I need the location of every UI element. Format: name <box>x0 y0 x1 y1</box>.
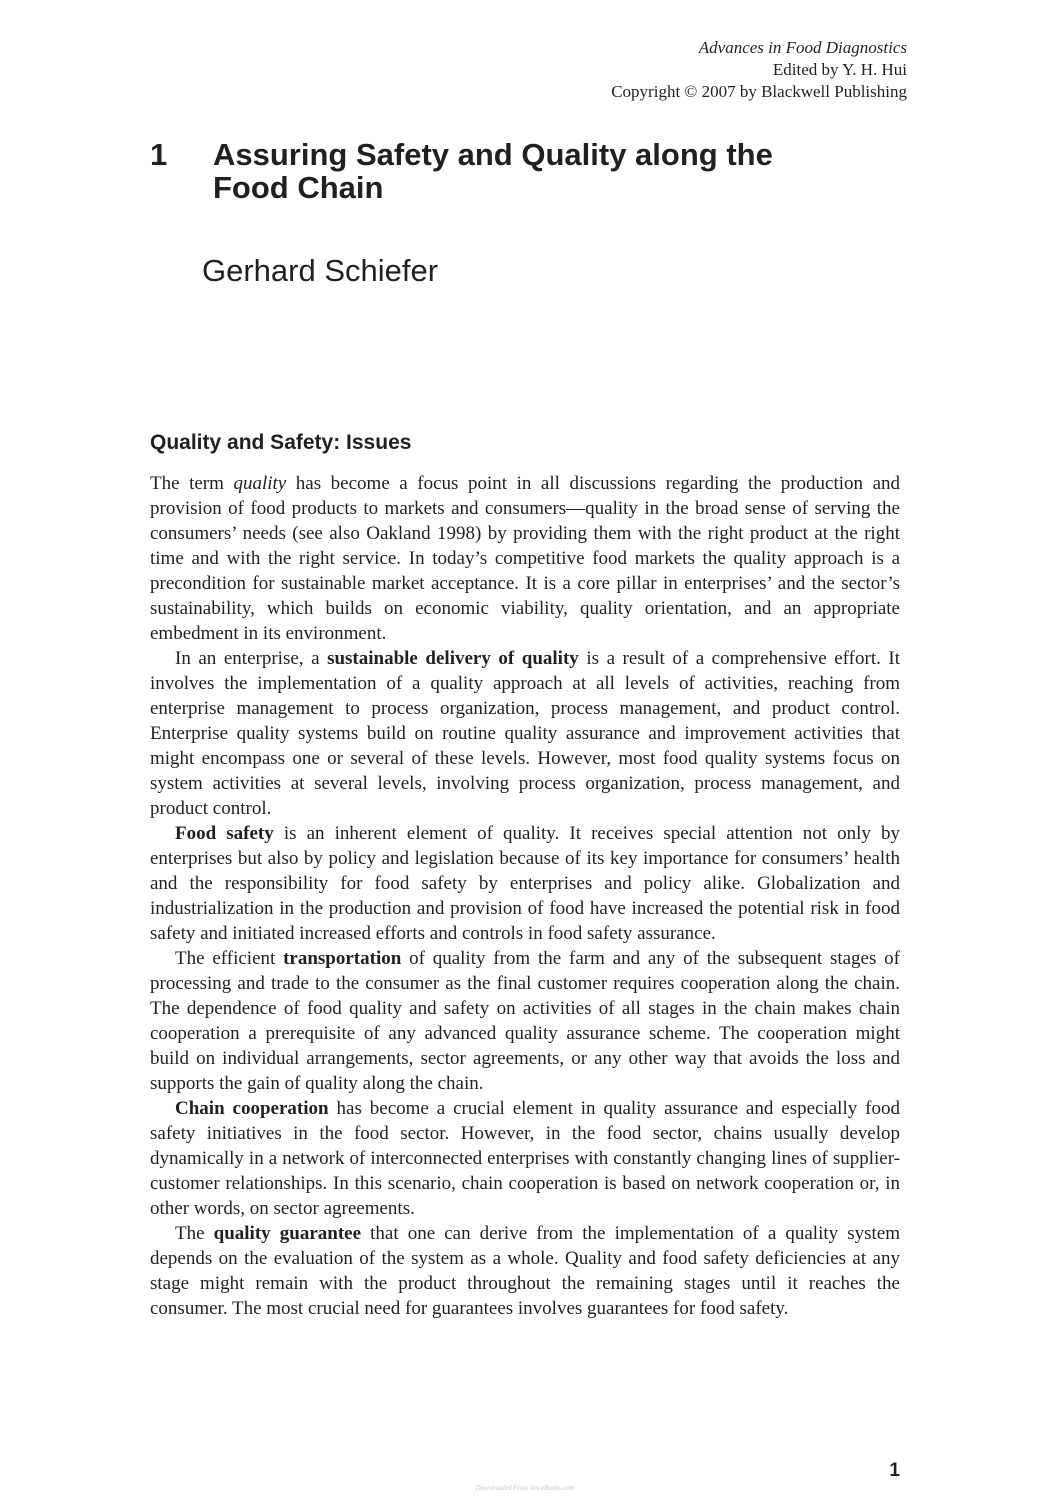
emphasis: quality <box>233 473 287 494</box>
paragraph: Food safety is an inherent element of quality. It receives special attention not only by enterprises but also by policy and legislation because of its key importance for consumers’ health and the responsibility for food safety by enterprises and policy alike. Globalization and industrialization in the production and provision of food have increased the potential risk in food safety and initiated increased efforts and controls in food safety assurance. <box>150 823 900 944</box>
key-term: Food safety <box>175 823 274 844</box>
editor-line: Edited by Y. H. Hui <box>772 60 907 79</box>
section-heading: Quality and Safety: Issues <box>150 431 412 454</box>
chapter-title: Assuring Safety and Quality along the Food Chain <box>213 137 773 205</box>
paragraph: The quality guarantee that one can derive from the implementation of a quality system depends on the evaluation of the system as a whole. Quality and food safety deficiencies at any stage might remain with the product throughout the remaining stages until it reaches the consumer. The most crucial need for guarantees involves guarantees for food safety. <box>150 1223 901 1319</box>
book-title: Advances in Food Diagnostics <box>698 38 907 57</box>
paragraph: Chain cooperation has become a crucial element in quality assurance and especially food safety initiatives in the food sector. However, in the food sector, chains usually develop dynamically in a network of interconnected enterprises with constantly changing lines of supplier-customer relationships. In this scenario, chain cooperation is based on network cooperation or, in other words, on sector agreements. <box>150 1098 900 1219</box>
paragraph: The efficient transportation of quality from the farm and any of the subsequent stages of processing and trade to the consumer as the final customer requires cooperation along the chain. The dependence of food quality and safety on activities of all stages in the chain makes chain cooperation a prerequisite of any advanced quality assurance scheme. The cooperation might build on individual arrangements, sector agreements, or any other way that avoids the loss and supports the gain of quality along the chain. <box>150 948 900 1094</box>
body-text <box>150 471 900 1321</box>
key-term: quality guarantee <box>213 1223 362 1244</box>
download-watermark: Downloaded From Vet-eBooks.com <box>475 1484 575 1492</box>
key-term: sustainable delivery of quality <box>327 648 579 669</box>
chapter-heading <box>150 138 833 204</box>
paragraph: In an enterprise, a sustainable delivery of quality is a result of a comprehensive effort. It involves the implementation of a quality approach at all levels of activities, reaching from enterprise management to process organization, process management, and product control. Enterprise quality systems build on routine quality assurance and improvement activities that might encompass one or several of these levels. However, most food quality systems focus on system activities at several levels, involving process organization, process management, and product control. <box>150 648 901 819</box>
paragraph: The term quality has become a focus point in all discussions regarding the production and provision of food products to markets and consumers—quality in the broad sense of serving the consumers’ needs (see also Oakland 1998) by providing them with the right product at the right time and with the right service. In today’s competitive food markets the quality approach is a precondition for sustainable market acceptance. It is a core pillar in enterprises’ and the sector’s sustainability, which builds on economic viability, quality orientation, and an appropriate embedment in its environment. <box>150 473 901 644</box>
copyright-line: Copyright © 2007 by Blackwell Publishing <box>611 82 907 101</box>
key-term: Chain cooperation <box>175 1098 329 1119</box>
running-header <box>611 37 907 103</box>
page-number: 1 <box>889 1460 900 1481</box>
chapter-number: 1 <box>150 137 168 172</box>
chapter-author: Gerhard Schiefer <box>202 253 439 288</box>
key-term: transportation <box>283 948 402 969</box>
